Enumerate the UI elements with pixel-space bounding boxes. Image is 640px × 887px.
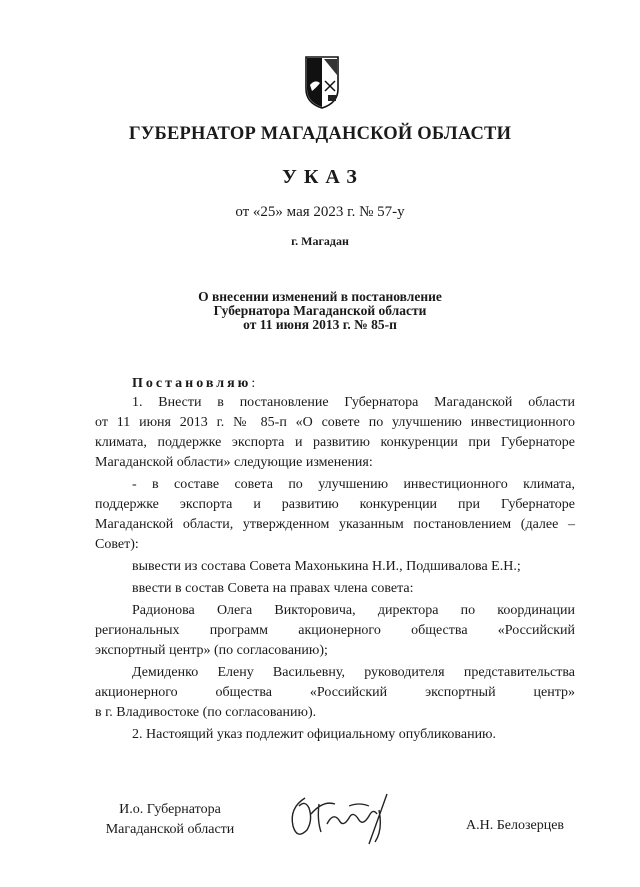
paragraph-2 [95, 475, 575, 555]
decree-title-line: от 11 июня 2013 г. № 85-п [243, 317, 397, 332]
paragraph-line: Радионова Олега Викторовича, директора по координации [132, 603, 575, 618]
paragraph-line: региональных программ акционерного общества «Российский [95, 623, 575, 638]
decree-title-line: О внесении изменений в постановление [198, 289, 442, 304]
paragraph-line: Магаданской области, утвержденном указанным постановлением (далее – [95, 517, 575, 532]
magadan-coat-of-arms-icon [304, 55, 340, 109]
paragraph-line: Демиденко Елену Васильевну, руководителя представительства [132, 665, 575, 680]
paragraph-line: в г. Владивостоке (по согласованию). [95, 705, 317, 720]
authority-heading: ГУБЕРНАТОР МАГАДАНСКОЙ ОБЛАСТИ [128, 124, 512, 144]
decree-date-number: от «25» мая 2023 г. № 57-у [235, 204, 405, 220]
document-type-heading: УКАЗ [282, 166, 364, 188]
paragraph-5 [95, 601, 575, 661]
paragraph-line: 1. Внести в постановление Губернатора Магаданской области [132, 395, 575, 410]
decree-city: г. Магадан [291, 234, 349, 248]
paragraph-line: от 11 июня 2013 г. № 85-п «О совете по улучшению инвестиционного [95, 415, 575, 430]
paragraph-3: вывести из состава Совета Махонькина Н.И., Подшивалова Е.Н.; [132, 559, 521, 574]
paragraph-4: ввести в состав Совета на правах члена совета: [132, 581, 414, 596]
paragraph-line: экспортный центр» (по согласованию); [95, 643, 328, 658]
paragraph-line: акционерного общества «Российский экспортный центр» [95, 685, 575, 700]
decree-title-line: Губернатора Магаданской области [213, 303, 427, 318]
paragraph-line: климата, поддержке экспорта и развитию конкуренции при Губернаторе [95, 435, 575, 450]
paragraph-6 [95, 663, 575, 723]
decree-title [0, 290, 640, 332]
paragraph-7: 2. Настоящий указ подлежит официальному опубликованию. [132, 727, 497, 742]
resolve-colon: : [251, 376, 256, 391]
signatory-position-line: И.о. Губернатора [119, 802, 221, 817]
resolve-word: Постановляю [132, 376, 252, 391]
paragraph-line: - в составе совета по улучшению инвестиционного климата, [132, 477, 575, 492]
handwritten-signature-icon [283, 790, 413, 846]
decree-body [95, 393, 575, 745]
paragraph-line: Совет): [95, 537, 139, 552]
signatory-position [95, 800, 245, 840]
paragraph-1 [95, 393, 575, 473]
signatory-position-line: Магаданской области [105, 822, 235, 837]
paragraph-line: поддержке экспорта и развитию конкуренции при Губернаторе [95, 497, 575, 512]
signatory-name: А.Н. Белозерцев [466, 818, 565, 833]
resolve-line [95, 374, 575, 394]
paragraph-line: Магаданской области» следующие изменения: [95, 455, 373, 470]
